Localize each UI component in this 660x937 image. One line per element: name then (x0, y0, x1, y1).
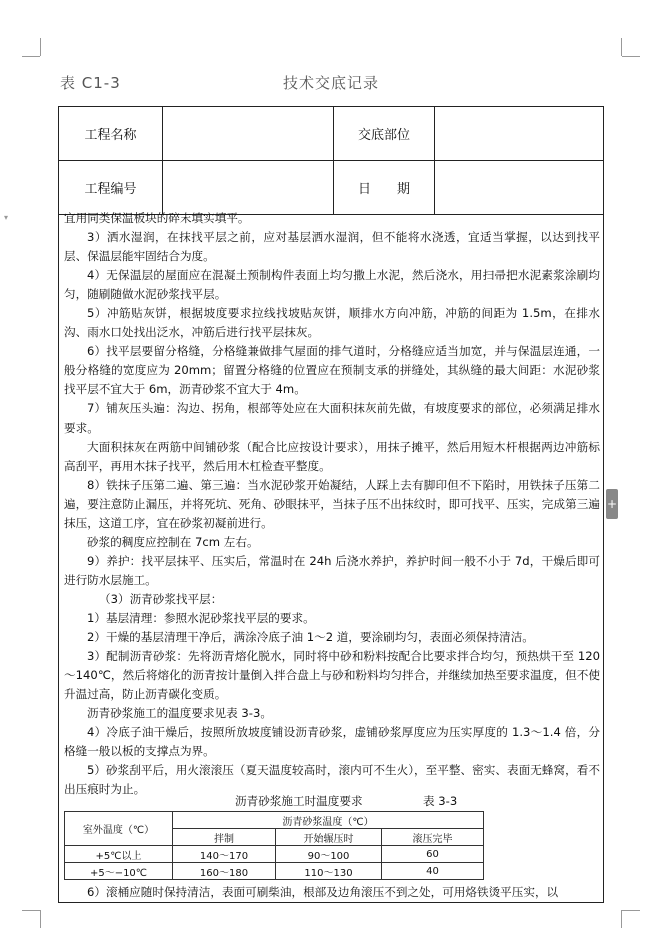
crop-mark-top-right (622, 56, 640, 57)
crop-mark-top-left (22, 56, 40, 57)
cell-start: 110～130 (276, 863, 382, 880)
paragraph: 大面积抹灰在两筋中间铺砂浆（配合比应按设计要求），用抹子摊平，然后用短木杆根据两边冲筋标高刮平，再用木抹子找平，然后用木杠检查平整度。 (64, 439, 600, 473)
header-mix: 拌制 (173, 829, 276, 846)
cell-outdoor: +5～−10℃ (65, 863, 173, 880)
project-name-value[interactable] (163, 107, 334, 161)
document-title: 技术交底记录 (283, 74, 380, 92)
temperature-table (64, 811, 484, 880)
header-finish-roll: 滚压完毕 (382, 829, 484, 846)
form-code: 表 C1-3 (60, 74, 121, 92)
crop-mark-bottom-left (22, 910, 40, 911)
project-no-value[interactable] (163, 161, 334, 215)
project-no-label: 工程编号 (59, 161, 163, 215)
paragraph: 沥青砂浆施工的温度要求见表 3-3。 (87, 706, 272, 721)
paragraph: 8）铁抹子压第二遍、第三遍：当水泥砂浆开始凝结，人踩上去有脚印但不下陷时，用铁抹子压第二遍，要注意防止漏压，并将死坑、死角、砂眼抹平，当抹子压不出抹纹时，即可找平、压实，完成第三遍抹压，这道工序，宜在砂浆初凝前进行。 (64, 477, 600, 530)
table-caption: 沥青砂浆施工时温度要求 (235, 794, 363, 808)
section-heading: （3）沥青砂浆找平层： (99, 591, 223, 606)
paragraph: 7）铺灰压头遍：沟边、拐角，根部等处应在大面积抹灰前先做，有坡度要求的部位，必须满足排水要求。 (64, 401, 600, 435)
project-name-label: 工程名称 (59, 107, 163, 161)
paragraph: 6）找平层要留分格缝，分格缝兼做排气屋面的排气道时，分格缝应适当加宽，并与保温层连通，一般分格缝的宽度应为 20mm；留置分格缝的位置应在预制支承的拼缝处，其纵缝的最大间距：水泥砂浆找平层不宜大于 6m，沥青砂浆不宜大于 4m。 (64, 344, 600, 397)
cell-finish: 40 (382, 863, 484, 880)
paragraph-continued: 6）滚桶应随时保持清洁，表面可刷柴油，根部及边角滚压不到之处，可用烙铁烫平压实，以 (87, 885, 559, 899)
date-label: 日 期 (334, 161, 435, 215)
cell-start: 90～100 (276, 846, 382, 863)
date-value[interactable] (435, 161, 604, 215)
crop-mark-bottom-left (40, 910, 41, 928)
body-text (64, 209, 600, 799)
cell-mix: 140～170 (173, 846, 276, 863)
paragraph: 1）基层清理：参照水泥砂浆找平层的要求。 (87, 610, 315, 625)
side-expand-tab[interactable]: + (606, 489, 618, 519)
crop-mark-bottom-right (621, 910, 622, 928)
cell-finish: 60 (382, 846, 484, 863)
header-mortar-temp: 沥青砂浆温度（℃） (173, 812, 484, 829)
info-table (58, 106, 604, 215)
handover-dept-value[interactable] (435, 107, 604, 161)
paragraph: 4）无保温层的屋面应在混凝土预制构件表面上均匀撒上水泥，然后浇水，用扫帚把水泥素浆涂刷均匀，随刷随做水泥砂浆找平层。 (64, 268, 600, 302)
paragraph: 3）洒水湿润，在抹找平层之前，应对基层洒水湿润，但不能将水浇透，宜适当掌握，以达到找平层、保温层能牢固结合为度。 (64, 230, 600, 264)
paragraph: 砂浆的稠度应控制在 7cm 左右。 (87, 534, 259, 549)
paragraph: 2）干燥的基层清理干净后，满涂冷底子油 1～2 道，要涂刷均匀，表面必须保持清洁。 (87, 630, 534, 645)
table-row (65, 846, 484, 863)
paragraph: 3）配制沥青砂浆：先将沥青熔化脱水，同时将中砂和粉料按配合比要求拌合均匀，预热烘干至 120～140℃，然后将熔化的沥青按计量倒入拌合盘上与砂和粉料均匀拌合，并继续加热至要求温度，但不使升温过高，防止沥青碳化变质。 (64, 649, 600, 702)
handover-dept-label: 交底部位 (334, 107, 435, 161)
paragraph: 宜用同类保温板块的碎末填实填平。 (64, 211, 250, 225)
header-start-roll: 开始辗压时 (276, 829, 382, 846)
paragraph: 4）冷底子油干燥后，按照所放坡度铺设沥青砂浆，虚铺砂浆厚度应为压实厚度的 1.3～1.4 倍，分格缝一般以板的支撑点为界。 (64, 725, 600, 759)
paragraph: 5）砂浆刮平后，用火滚滚压（夏天温度较高时，滚内可不生火），至平整、密实、表面无蜂窝，看不出压痕时为止。 (64, 763, 600, 797)
cell-outdoor: +5℃以上 (65, 846, 173, 863)
crop-mark-bottom-right (622, 910, 640, 911)
margin-marker-icon: ▾ (4, 213, 9, 222)
header-outdoor-temp: 室外温度（℃） (65, 812, 173, 846)
crop-mark-top-right (621, 38, 622, 56)
table-number: 表 3-3 (423, 794, 458, 808)
paragraph: 9）养护：找平层抹平、压实后，常温时在 24h 后浇水养护，养护时间一般不小于 7d，干燥后即可进行防水层施工。 (64, 553, 600, 587)
table-row (65, 863, 484, 880)
paragraph: 5）冲筋贴灰饼，根据坡度要求拉线找坡贴灰饼，顺排水方向冲筋，冲筋的间距为 1.5m，在排水沟、雨水口处找出泛水，冲筋后进行找平层抹灰。 (64, 306, 600, 340)
cell-mix: 160～180 (173, 863, 276, 880)
crop-mark-top-left (40, 38, 41, 56)
